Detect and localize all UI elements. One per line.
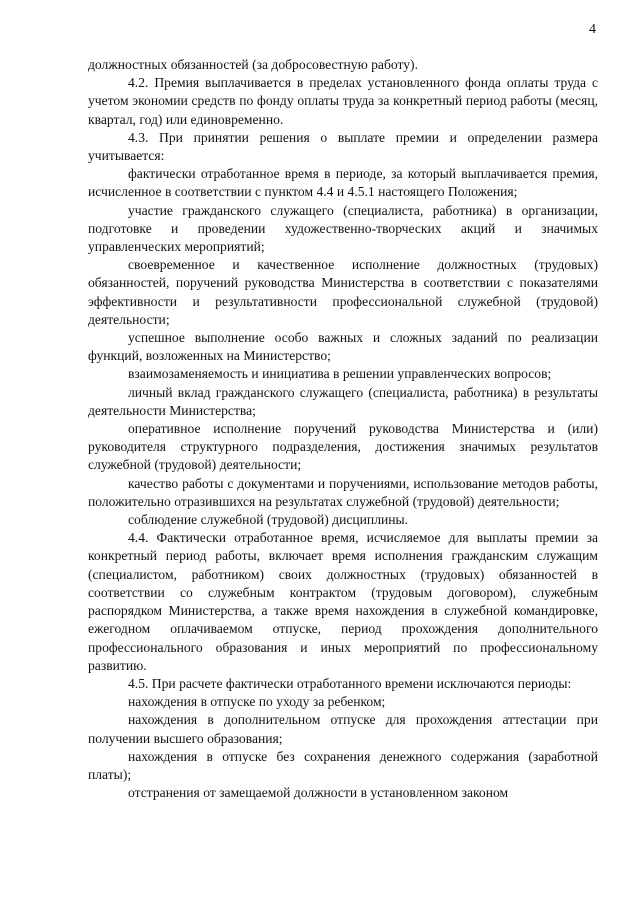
paragraph: 4.5. При расчете фактически отработанного времени исключаются периоды: [128,675,572,691]
paragraph: 4.2. Премия выплачивается в пределах установленного фонда оплаты труда с учетом экономии средств по фонду оплаты труда за конкретный период работы (месяц, квартал, год) или единовременно. [88,75,598,127]
document-body [88,56,598,802]
paragraph: фактически отработанное время в периоде, за который выплачивается премия, исчисленное в соответствии с пунктом 4.4 и 4.5.1 настоящего Положения; [88,166,598,200]
paragraph: успешное выполнение особо важных и сложных заданий по реализации функций, возложенных на Министерство; [88,330,598,364]
paragraph: соблюдение служебной (трудовой) дисциплины. [128,512,409,528]
paragraph: нахождения в отпуске по уходу за ребенком; [128,694,386,710]
paragraph: качество работы с документами и поручениями, использование методов работы, положительно отразившихся на результатах служебной (трудовой) деятельности; [88,475,598,509]
paragraph: отстранения от замещаемой должности в установленном законом [128,785,509,801]
paragraph: участие гражданского служащего (специалиста, работника) в организации, подготовке и проведении художественно-творческих акций и значимых управленческих мероприятий; [88,202,598,255]
paragraph: своевременное и качественное исполнение должностных (трудовых) обязанностей, поручений руководства Министерства в соответствии с показателями эффективности и результативности профессиональной служебной (трудовой) деятельности; [88,257,598,327]
paragraph: личный вклад гражданского служащего (специалиста, работника) в результаты деятельности Министерства; [88,384,598,418]
paragraph: 4.4. Фактически отработанное время, исчисляемое для выплаты премии за конкретный период работы, включает время исполнения гражданским служащим (специалистом, работником) своих должностных (трудовых) обязанностей в соответствии со служебным контрактом (трудовым договором), служебным распорядком Министерства, а также время нахождения в служебной командировке, ежегодном оплачиваемом отпуске, период прохождения дополнительного профессионального образования и иных мероприятий по профессиональному развитию. [88,530,598,673]
paragraph: нахождения в отпуске без сохранения денежного содержания (заработной платы); [88,748,598,782]
paragraph: взаимозаменяемость и инициатива в решении управленческих вопросов; [128,366,552,382]
paragraph: 4.3. При принятии решения о выплате премии и определении размера учитывается: [88,129,598,164]
paragraph: оперативное исполнение поручений руководства Министерства и (или) руководителя структурного подразделения, достижения значимых результатов служебной (трудовой) деятельности; [88,421,598,473]
paragraph: должностных обязанностей (за добросовестную работу). [88,57,418,72]
page-number: 4 [589,22,596,37]
paragraph: нахождения в дополнительном отпуске для прохождения аттестации при получении высшего образования; [88,712,598,746]
